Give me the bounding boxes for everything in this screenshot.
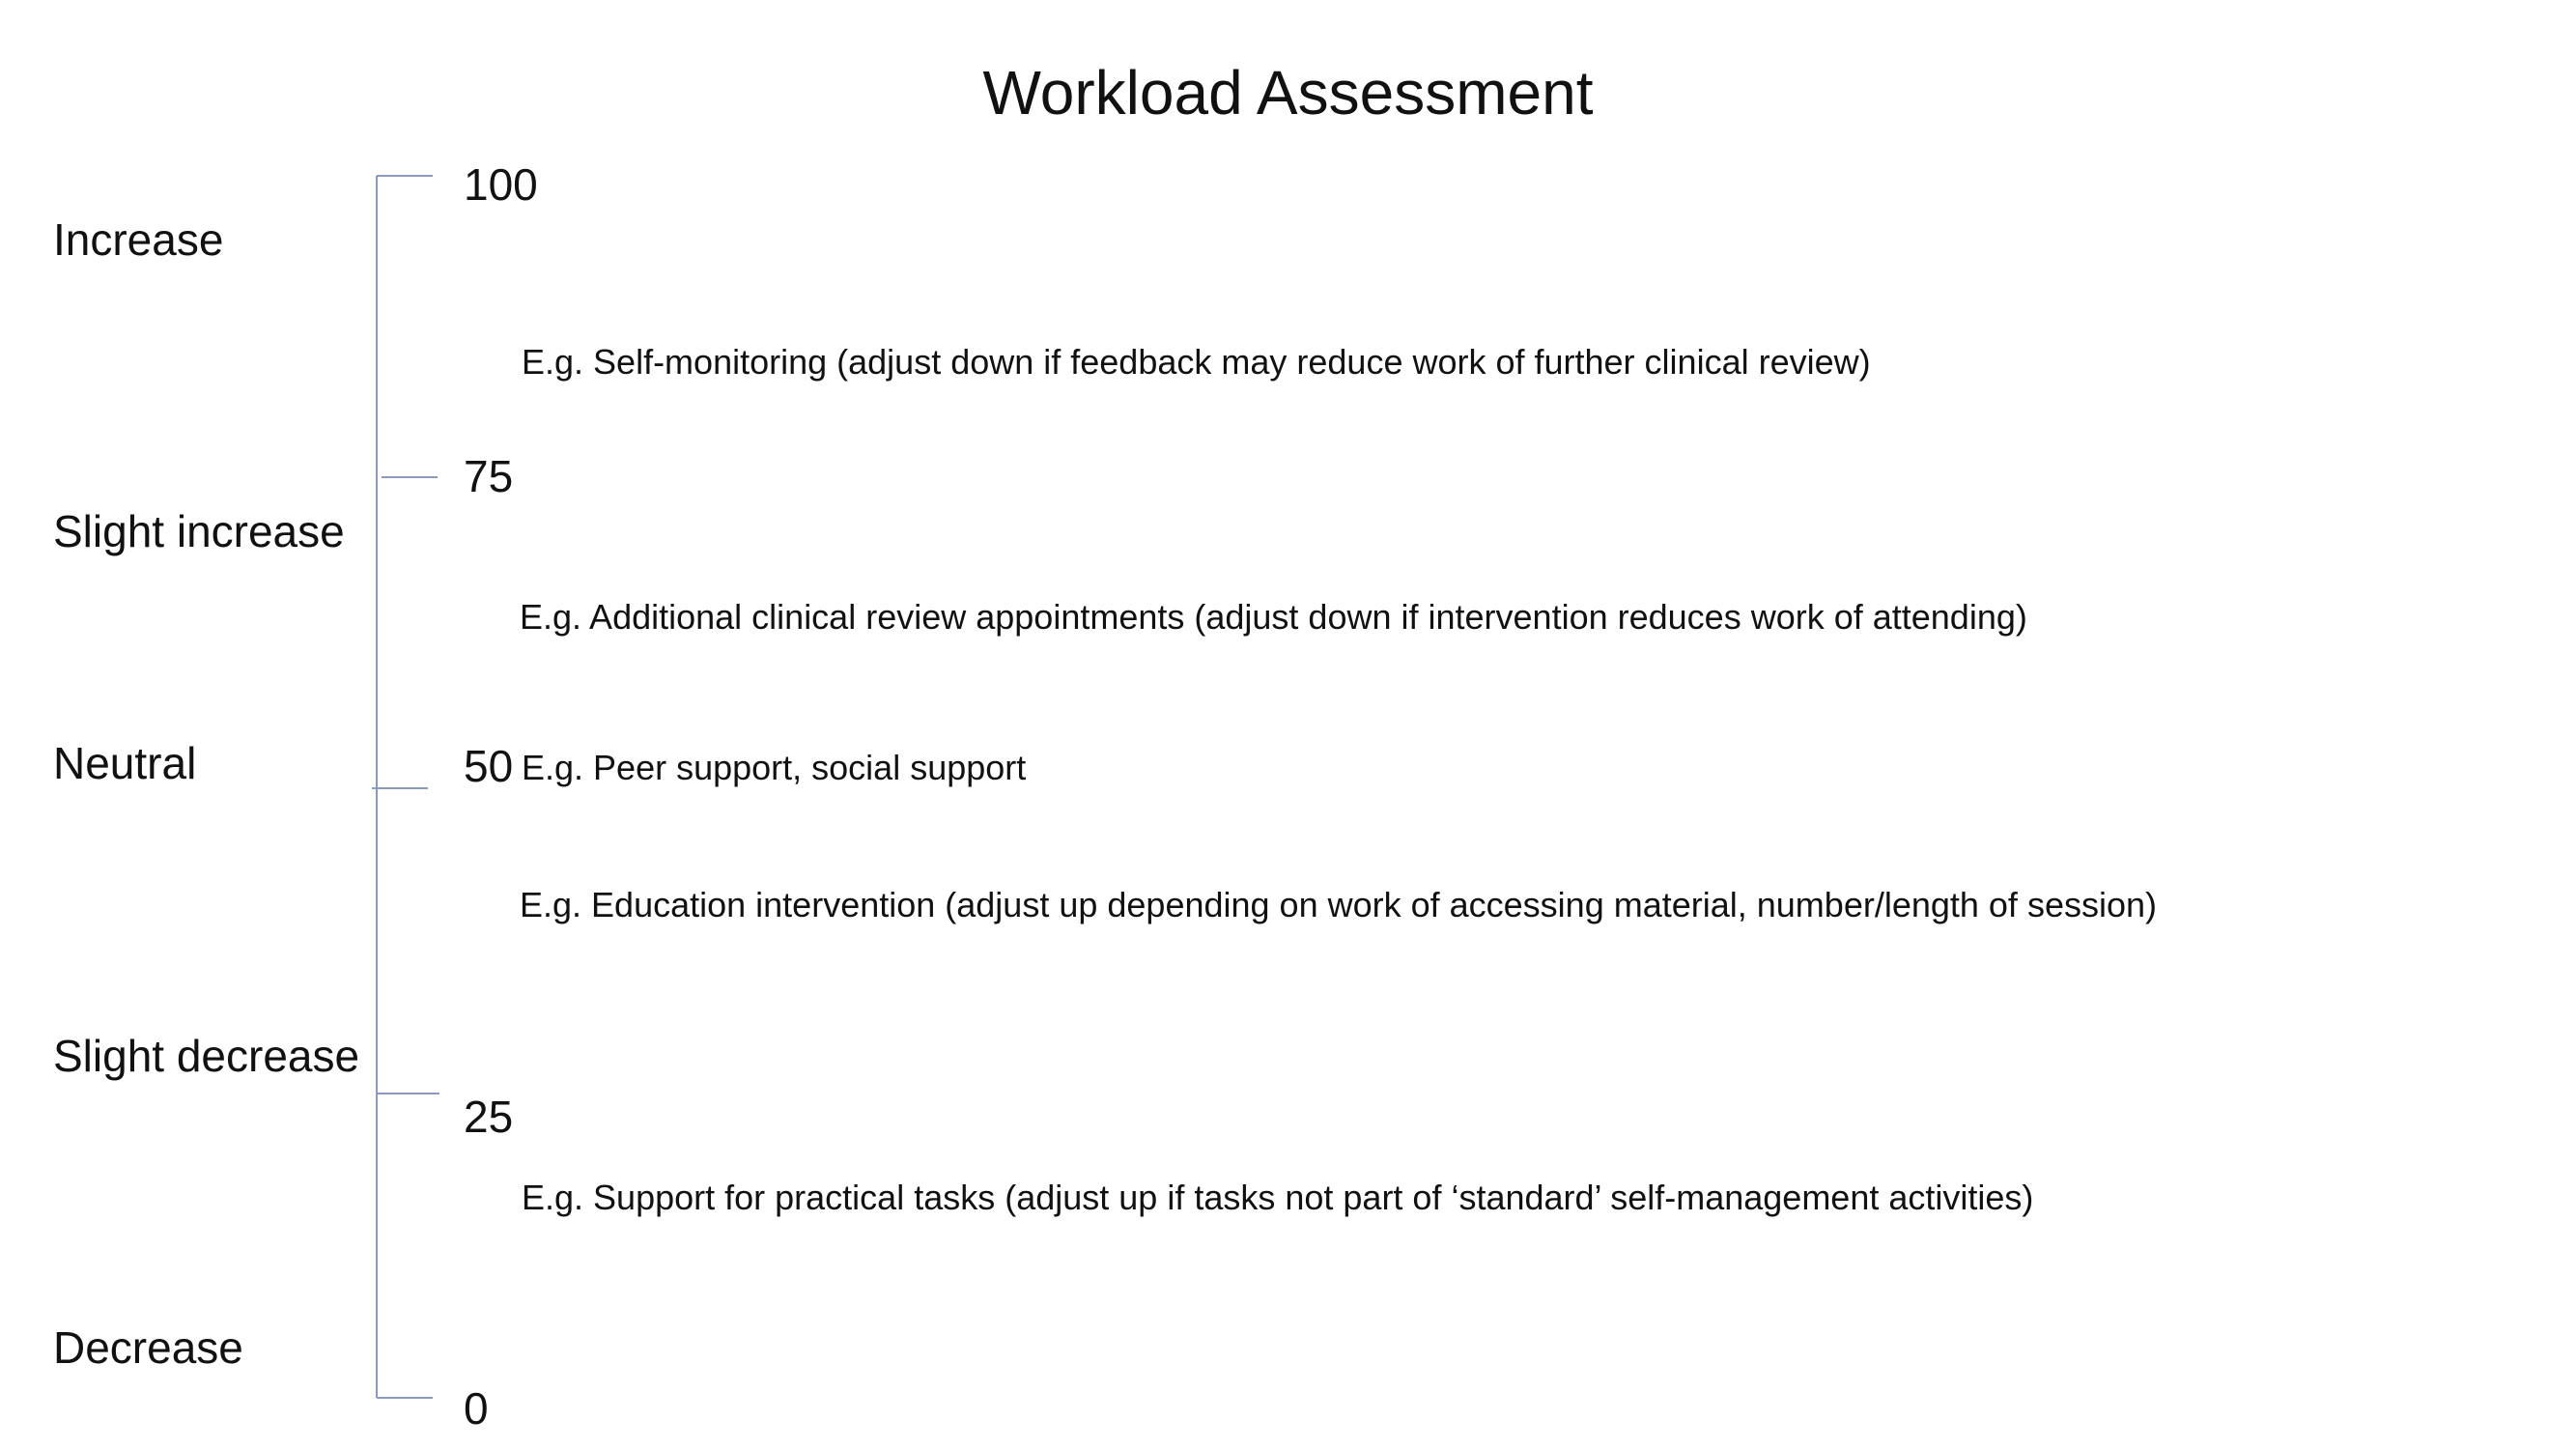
tick-label-100: 100 <box>464 159 538 210</box>
category-increase: Increase <box>53 214 224 265</box>
category-slight-decrease: Slight decrease <box>53 1031 360 1081</box>
example-practical-tasks: E.g. Support for practical tasks (adjust up if tasks not part of ‘standard’ self-management activities) <box>522 1178 2034 1217</box>
example-peer-support: E.g. Peer support, social support <box>522 748 1027 787</box>
tick-label-25: 25 <box>464 1092 514 1142</box>
example-education-intervention: E.g. Education intervention (adjust up depending on work of accessing material, number/length of session) <box>520 885 2157 924</box>
tick-label-50: 50 <box>464 741 514 791</box>
page-title: Workload Assessment <box>982 58 1594 128</box>
tick-label-0: 0 <box>464 1383 489 1434</box>
category-slight-increase: Slight increase <box>53 506 345 556</box>
example-self-monitoring: E.g. Self-monitoring (adjust down if feedback may reduce work of further clinical review) <box>522 342 1871 382</box>
category-decrease: Decrease <box>53 1322 243 1373</box>
tick-label-75: 75 <box>464 451 514 501</box>
example-clinical-review: E.g. Additional clinical review appointments (adjust down if intervention reduces work of attending) <box>520 597 2027 637</box>
category-neutral: Neutral <box>53 738 197 788</box>
